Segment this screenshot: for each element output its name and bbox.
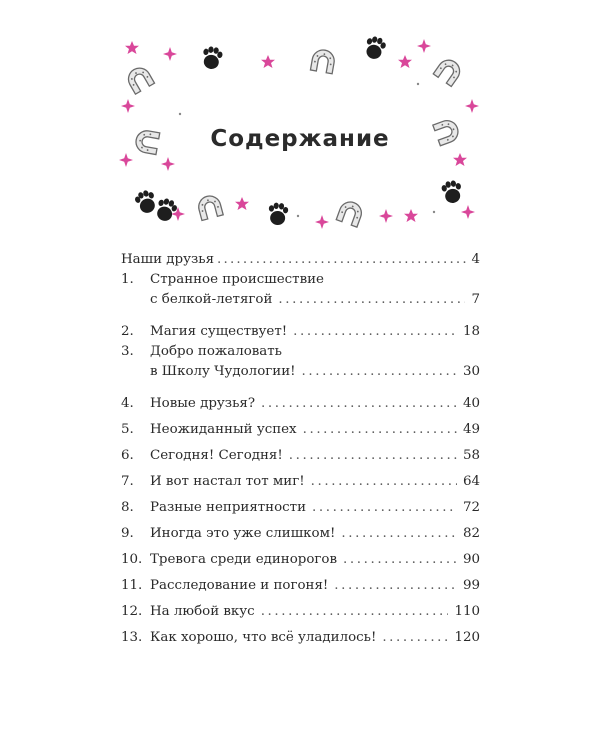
star-icon xyxy=(461,205,475,219)
toc-chapter-number: 10. xyxy=(121,552,143,567)
toc-page-number: 58 xyxy=(462,448,480,463)
star-icon xyxy=(398,55,412,68)
toc-page-number: 90 xyxy=(462,552,480,567)
star-icon xyxy=(315,215,329,229)
star-icon xyxy=(379,209,393,223)
dot-leader xyxy=(343,550,457,570)
toc-chapter-number: 9. xyxy=(121,526,134,541)
dot-leader xyxy=(261,394,457,414)
toc-entry-title: Разные неприятности xyxy=(150,500,307,515)
toc-entry-title: Тревога среди единорогов xyxy=(150,552,338,567)
page-title: Содержание xyxy=(210,126,390,152)
toc-page-number: 82 xyxy=(462,526,480,541)
table-of-contents xyxy=(121,244,480,648)
horseshoe-icon xyxy=(336,199,364,227)
toc-chapter-number: 13. xyxy=(121,630,143,645)
paw-icon xyxy=(201,45,224,70)
toc-entry-title: Иногда это уже слишком! xyxy=(150,526,336,541)
dot-leader xyxy=(289,446,457,466)
horseshoe-icon xyxy=(196,194,223,221)
toc-chapter-number: 4. xyxy=(121,396,134,411)
toc-page-number: 72 xyxy=(462,500,480,515)
dot-leader xyxy=(261,602,449,622)
paw-icon xyxy=(133,188,159,215)
toc-page-number: 40 xyxy=(462,396,480,411)
paw-icon xyxy=(267,202,288,226)
star-icon xyxy=(417,39,431,53)
star-icon xyxy=(235,197,249,210)
toc-entry xyxy=(121,492,480,518)
toc-chapter-number: 12. xyxy=(121,604,143,619)
star-icon xyxy=(125,41,139,54)
toc-entry-title-continued: с белкой-летягой xyxy=(150,292,273,307)
toc-chapter-number: 11. xyxy=(121,578,143,593)
toc-chapter-number: 5. xyxy=(121,422,134,437)
star-icon xyxy=(163,47,177,61)
dot-leader xyxy=(334,576,457,596)
toc-entry xyxy=(121,596,480,622)
toc-entry xyxy=(121,414,480,440)
toc-page-number: 64 xyxy=(462,474,480,489)
toc-entry-title: Неожиданный успех xyxy=(150,422,297,437)
dot-leader xyxy=(341,524,457,544)
dot-leader xyxy=(217,250,468,270)
dot-leader xyxy=(303,420,457,440)
toc-page-number: 30 xyxy=(462,364,480,379)
toc-chapter-number: 8. xyxy=(121,500,134,515)
toc-entry-title: Сегодня! Сегодня! xyxy=(150,448,283,463)
toc-page-number: 120 xyxy=(454,630,480,645)
toc-chapter-number: 7. xyxy=(121,474,134,489)
toc-chapter-number: 6. xyxy=(121,448,134,463)
horseshoe-icon xyxy=(433,56,464,87)
dot-leader xyxy=(311,472,457,492)
toc-entry-title: На любой вкус xyxy=(150,604,255,619)
toc-entry xyxy=(121,570,480,596)
toc-entry xyxy=(121,466,480,492)
toc-entry-title: Добро пожаловать xyxy=(150,344,282,359)
toc-entry xyxy=(121,622,480,648)
toc-page-number: 49 xyxy=(462,422,480,437)
toc-entry xyxy=(121,388,480,414)
dot-leader xyxy=(278,290,465,310)
toc-page-number: 110 xyxy=(454,604,480,619)
toc-page-number: 99 xyxy=(462,578,480,593)
star-icon xyxy=(465,99,479,113)
dot-leader xyxy=(293,322,457,342)
toc-entry xyxy=(121,440,480,466)
dot-leader xyxy=(382,628,448,648)
paw-icon xyxy=(363,35,387,61)
star-icon xyxy=(121,99,135,113)
toc-entry-title: Новые друзья? xyxy=(150,396,256,411)
horseshoe-icon xyxy=(124,64,154,94)
star-icon xyxy=(404,209,418,222)
star-icon xyxy=(161,157,175,171)
toc-entry xyxy=(121,244,480,270)
toc-entry-title-continued: в Школу Чудологии! xyxy=(150,364,296,379)
toc-chapter-number: 3. xyxy=(121,344,134,359)
paw-icon xyxy=(153,196,179,223)
toc-entry-title: Расследование и погоня! xyxy=(150,578,329,593)
toc-entry-title: И вот настал тот миг! xyxy=(150,474,305,489)
star-icon xyxy=(261,55,275,68)
toc-entry-title: Наши друзья xyxy=(121,252,215,267)
star-icon xyxy=(119,153,133,167)
star-icon xyxy=(453,153,467,166)
toc-page-number: 18 xyxy=(462,324,480,339)
toc-chapter-number: 1. xyxy=(121,272,134,287)
toc-chapter-number: 2. xyxy=(121,324,134,339)
dot-leader xyxy=(312,498,457,518)
paw-icon xyxy=(441,179,464,204)
dot-leader xyxy=(302,362,457,382)
toc-entry xyxy=(121,270,480,316)
decorative-frame xyxy=(118,32,482,232)
toc-entry xyxy=(121,518,480,544)
toc-entry xyxy=(121,342,480,388)
toc-page-number: 4 xyxy=(471,252,480,267)
toc-entry xyxy=(121,544,480,570)
horseshoe-icon xyxy=(310,48,335,73)
toc-entry xyxy=(121,316,480,342)
toc-page-number: 7 xyxy=(471,292,480,307)
toc-entry-title: Как хорошо, что всё уладилось! xyxy=(150,630,377,645)
toc-entry-title: Магия существует! xyxy=(150,324,288,339)
toc-entry-title: Странное происшествие xyxy=(150,272,324,287)
